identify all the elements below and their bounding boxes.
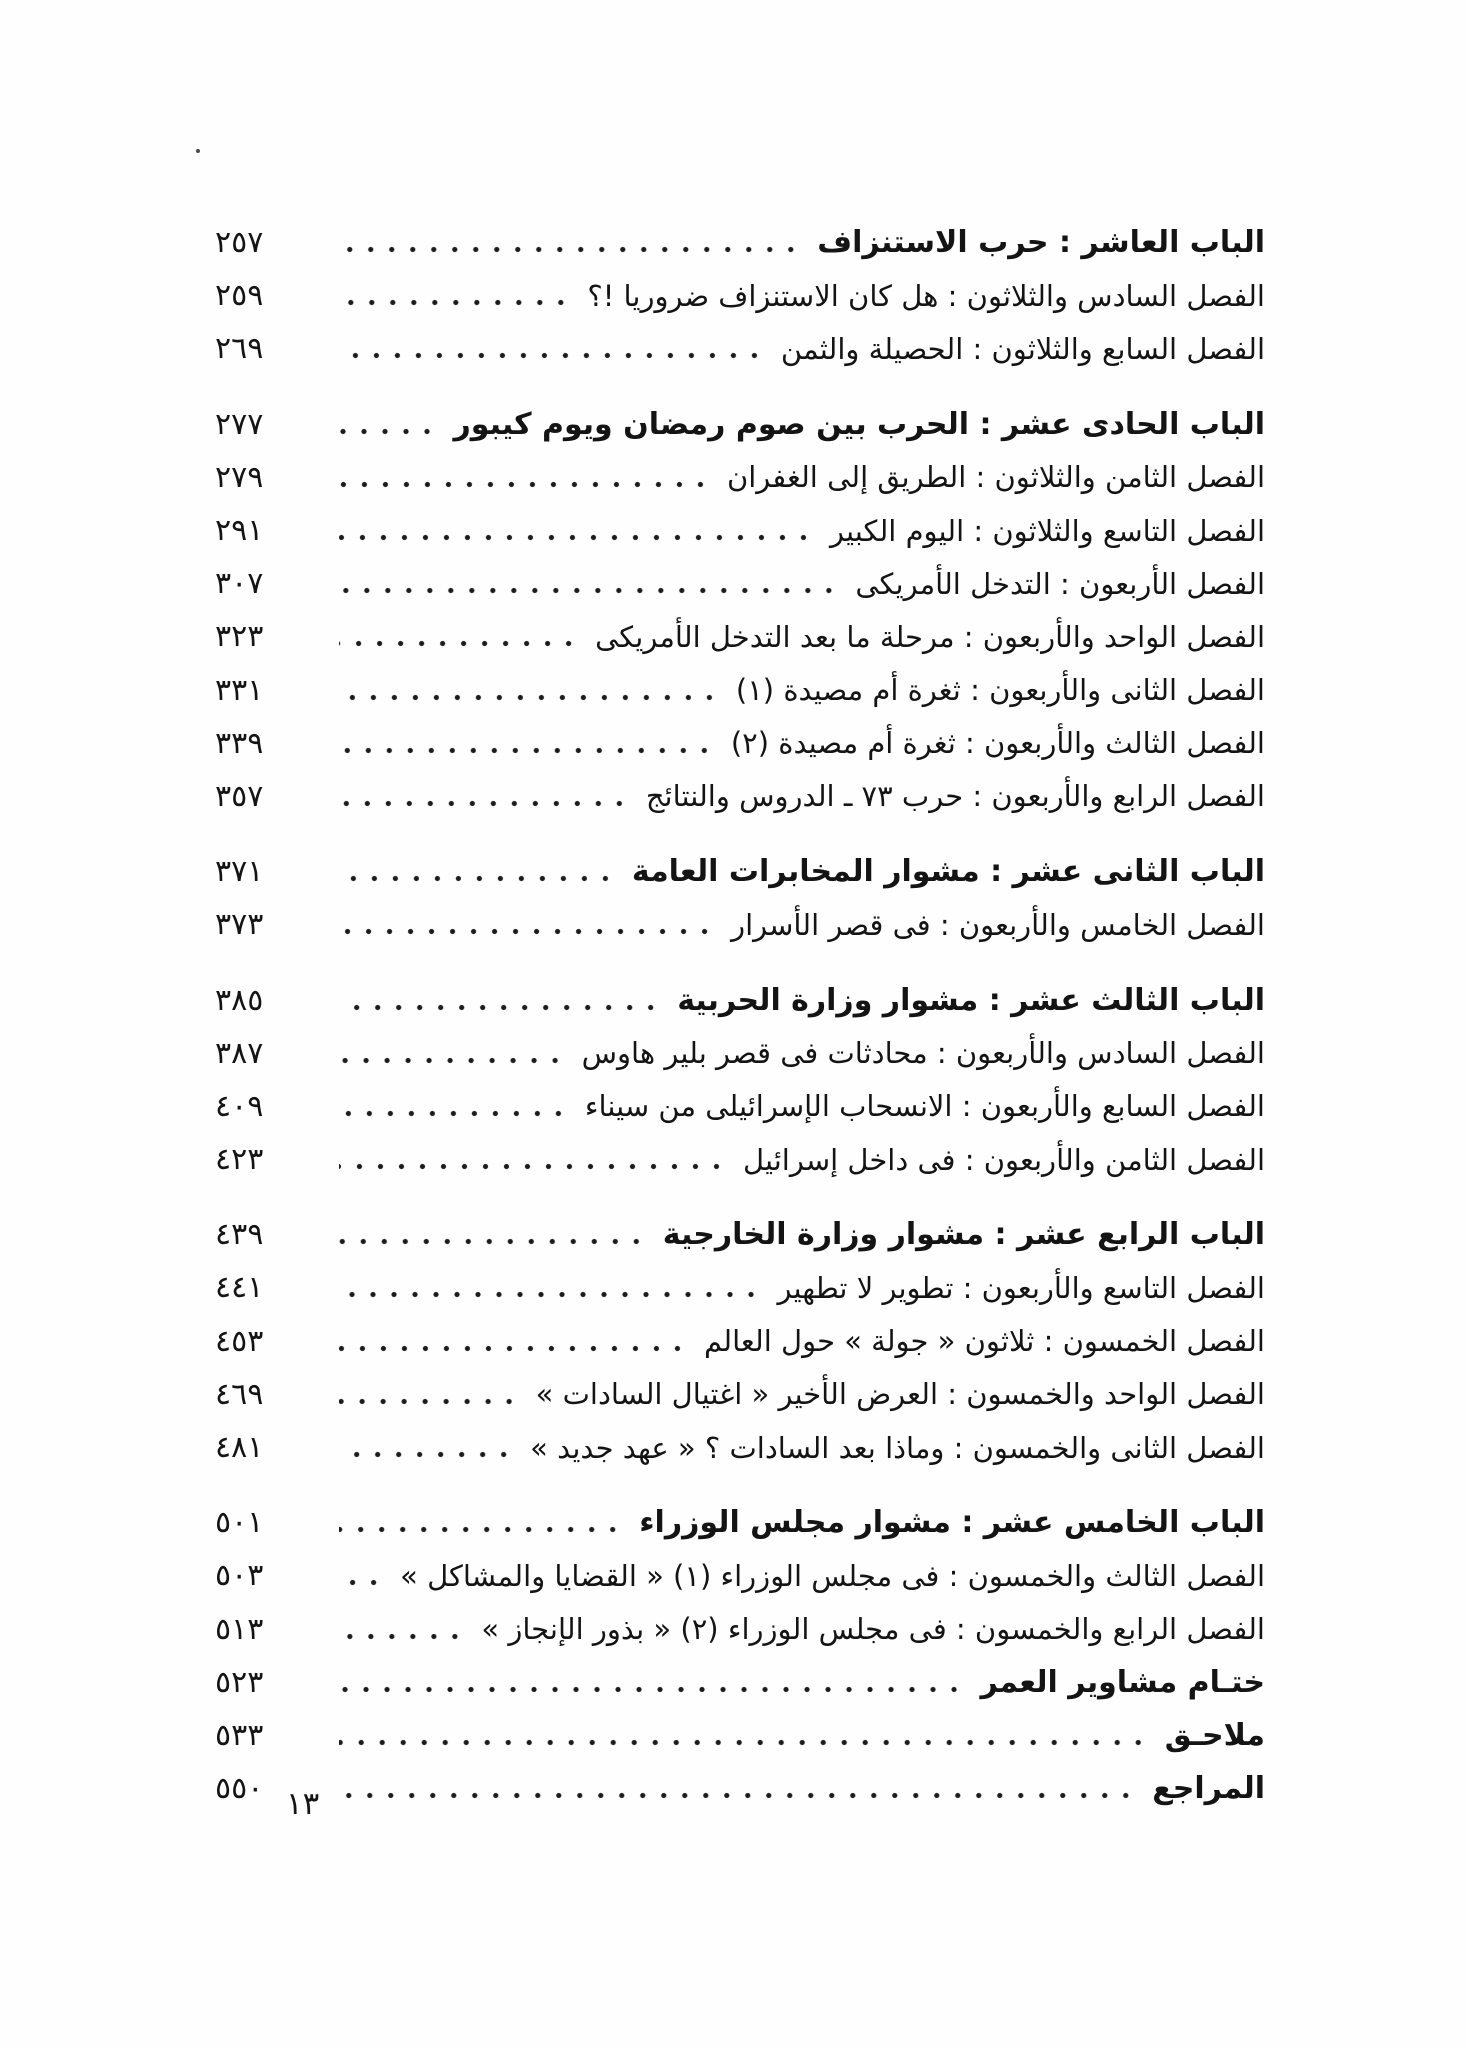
toc-entry-page: ٣٨٥ (215, 982, 264, 1018)
toc-entry-title: الفصل الواحد والأربعون : مرحلة ما بعد التدخل الأمريكى (595, 619, 1265, 654)
toc-entry-page: ٤٨١ (215, 1430, 264, 1466)
toc-entry-page: ٣٠٧ (215, 566, 264, 602)
toc-entry-title: ملاحـق (1164, 1717, 1265, 1753)
toc-entry-title: الفصل السابع والأربعون : الانسحاب الإسرائيلى من سيناء (584, 1089, 1265, 1124)
toc-entry-title: الفصل الثانى والخمسون : وماذا بعد السادات ؟ « عهد جديد » (530, 1430, 1265, 1465)
toc-entry-title: المراجع (1152, 1771, 1265, 1807)
toc-entry-title: الباب الثانى عشر : مشوار المخابرات العامة (631, 854, 1265, 890)
toc-entry-title: الفصل الواحد والخمسون : العرض الأخير « اغتيال السادات » (535, 1377, 1265, 1412)
dot-leader (339, 872, 616, 885)
toc-entry-page: ٤٠٩ (215, 1088, 264, 1124)
toc-entry-page: ٣٧٣ (215, 907, 264, 943)
toc-entry-page: ٤٣٩ (215, 1217, 264, 1253)
dot-leader (339, 1523, 623, 1536)
toc-entry-page: ٤٢٣ (215, 1142, 264, 1178)
toc-entry-page: ٣٧١ (215, 854, 264, 890)
dot-leader (339, 1054, 566, 1067)
toc-entry-page: ٣٥٧ (215, 778, 264, 814)
toc-entry (215, 1261, 1265, 1314)
toc-entry-title: الباب الحادى عشر : الحرب بين صوم رمضان ويوم كيبور (453, 406, 1265, 442)
toc-entry-title: الفصل السادس والثلاثون : هل كان الاستنزاف ضروريا !؟ (587, 278, 1265, 313)
dot-leader (339, 1683, 965, 1696)
toc-entry-page: ٤٥٣ (215, 1323, 264, 1359)
toc-entry (215, 898, 1265, 951)
toc-entry-title: الفصل الثامن والأربعون : فى داخل إسرائيل (742, 1142, 1265, 1177)
toc-entry (215, 504, 1265, 557)
dot-leader (339, 425, 438, 438)
dot-leader (339, 637, 579, 650)
toc-entry (215, 1421, 1265, 1474)
toc-entry (215, 1208, 1265, 1261)
dot-leader (339, 797, 630, 810)
toc-entry-page: ٢٧٧ (215, 406, 264, 442)
toc-entry-title: الفصل التاسع والأربعون : تطوير لا تطهير (777, 1270, 1265, 1305)
dot-leader (339, 478, 711, 491)
toc-entry-title: الفصل الخامس والأربعون : فى قصر الأسرار (731, 907, 1265, 942)
dot-leader (339, 691, 720, 704)
toc-entry-title: الفصل الرابع والخمسون : فى مجلس الوزراء (٢) « بذور الإنجاز » (481, 1612, 1265, 1647)
toc-entry-page: ٤٦٩ (215, 1376, 264, 1412)
toc-entry (215, 216, 1265, 269)
toc-entry-title: ختـام مشاوير العمر (980, 1664, 1265, 1700)
toc-entry (215, 1080, 1265, 1133)
toc-entry (215, 1496, 1265, 1549)
toc-entry-page: ٢٩١ (215, 513, 264, 549)
toc-entry (215, 1709, 1265, 1762)
dot-leader (339, 243, 801, 256)
toc-entry-page: ٢٦٩ (215, 331, 264, 367)
dot-leader (339, 1342, 688, 1355)
dot-leader (339, 1160, 727, 1173)
toc-entry (215, 1762, 1265, 1815)
toc-entry (215, 770, 1265, 823)
toc-entry-title: الباب العاشر : حرب الاستنزاف (817, 225, 1265, 261)
toc-entry-page: ٥٥٠ (215, 1771, 264, 1807)
toc-entry-page: ٢٧٩ (215, 459, 264, 495)
dot-leader (339, 1630, 465, 1643)
toc-entry (215, 269, 1265, 322)
dot-leader (339, 1576, 384, 1589)
dot-leader (339, 1235, 647, 1248)
toc-entry-title: الفصل الثالث والأربعون : ثغرة أم مصيدة (٢) (730, 726, 1265, 761)
toc-entry-page: ٥٢٣ (215, 1664, 264, 1700)
dot-leader (339, 584, 839, 597)
toc-entry (215, 1656, 1265, 1709)
dot-leader (339, 744, 715, 757)
toc-entry (215, 1315, 1265, 1368)
toc-entry (215, 557, 1265, 610)
dot-leader (339, 1001, 661, 1014)
page-number: ١٣ (286, 1786, 320, 1822)
toc-entry-title: الفصل التاسع والثلاثون : اليوم الكبير (829, 513, 1265, 548)
toc-entry (215, 398, 1265, 451)
scan-speck (196, 149, 200, 153)
toc-entry-page: ٥٠٣ (215, 1558, 264, 1594)
toc-entry-title: الفصل السابع والثلاثون : الحصيلة والثمن (780, 331, 1265, 366)
toc-entry-page: ٥١٣ (215, 1611, 264, 1647)
dot-leader (339, 925, 715, 938)
dot-leader (339, 1107, 569, 1120)
toc-entry (215, 1133, 1265, 1186)
dot-leader (339, 1736, 1149, 1749)
toc-entry (215, 1549, 1265, 1602)
toc-entry-page: ٣٣١ (215, 672, 264, 708)
dot-leader (339, 1789, 1136, 1802)
toc-entry-title: الفصل الأربعون : التدخل الأمريكى (855, 566, 1265, 601)
toc-entry-title: الفصل الرابع والأربعون : حرب ٧٣ ـ الدروس والنتائج (645, 779, 1265, 814)
dot-leader (339, 1288, 762, 1301)
toc-entry (215, 1027, 1265, 1080)
toc-entry (215, 451, 1265, 504)
toc-entry (215, 973, 1265, 1026)
toc-entry (215, 717, 1265, 770)
toc-entry-title: الفصل الخمسون : ثلاثون « جولة » حول العالم (703, 1324, 1265, 1359)
toc-entry (215, 1603, 1265, 1656)
toc-entry (215, 1368, 1265, 1421)
dot-leader (339, 1448, 514, 1461)
toc-entry (215, 610, 1265, 663)
toc-entry (215, 845, 1265, 898)
toc-entry-title: الباب الثالث عشر : مشوار وزارة الحربية (677, 982, 1265, 1018)
toc-entry-page: ٢٥٩ (215, 278, 264, 314)
toc-entry (215, 322, 1265, 375)
dot-leader (339, 531, 814, 544)
toc-entry-title: الباب الخامس عشر : مشوار مجلس الوزراء (639, 1505, 1265, 1541)
toc-entry-title: الفصل السادس والأربعون : محادثات فى قصر بلير هاوس (581, 1036, 1265, 1071)
toc-entry-title: الفصل الثالث والخمسون : فى مجلس الوزراء (١) « القضايا والمشاكل » (400, 1558, 1265, 1593)
toc-entry-page: ٥٠١ (215, 1505, 264, 1541)
toc-entry-title: الفصل الثامن والثلاثون : الطريق إلى الغفران (726, 460, 1265, 495)
toc-entry-page: ٤٤١ (215, 1270, 264, 1306)
table-of-contents (215, 216, 1265, 1815)
toc-entry (215, 664, 1265, 717)
toc-entry-page: ٥٣٣ (215, 1717, 264, 1753)
toc-entry-title: الفصل الثانى والأربعون : ثغرة أم مصيدة (١) (735, 673, 1265, 708)
toc-entry-page: ٣٢٣ (215, 619, 264, 655)
toc-entry-page: ٢٥٧ (215, 225, 264, 261)
toc-entry-page: ٣٣٩ (215, 725, 264, 761)
toc-entry-title: الباب الرابع عشر : مشوار وزارة الخارجية (662, 1217, 1265, 1253)
dot-leader (339, 349, 765, 362)
dot-leader (339, 296, 571, 309)
toc-entry-page: ٣٨٧ (215, 1035, 264, 1071)
dot-leader (339, 1395, 520, 1408)
